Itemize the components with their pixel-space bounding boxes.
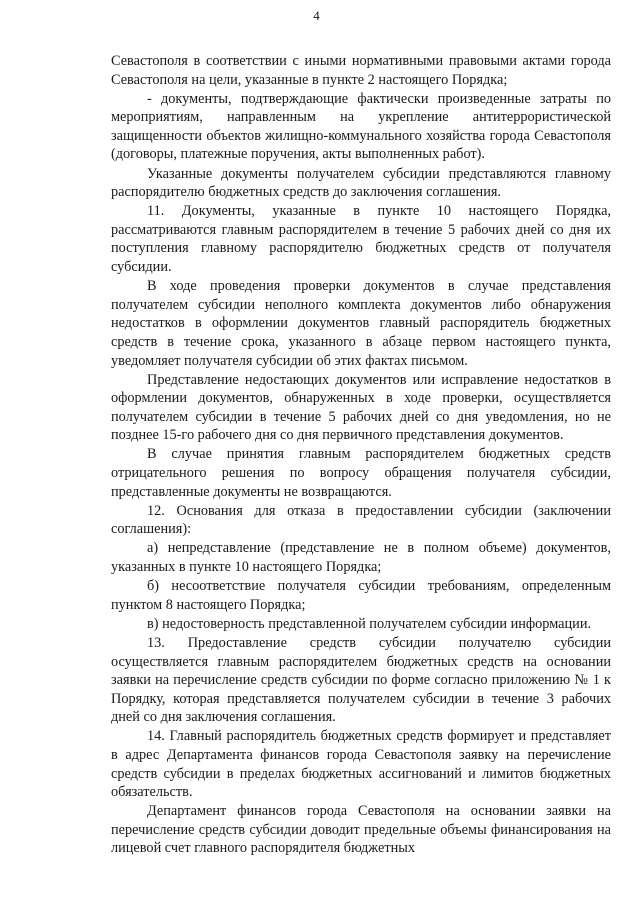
document-body (111, 52, 611, 859)
paragraph-review-check: В ходе проведения проверки документов в случае представления получателем субсидии неполного комплекта документов либо обнаружения недостатков в оформлении документов главный распорядитель бюджетных средств в течение срока, указанного в абзаце первом настоящего пункта, уведомляет получателя субсидии об этих фактах письмом. (111, 278, 611, 369)
paragraph-clause-12-b: б) несоответствие получателя субсидии требованиям, определенным пунктом 8 настоящего Порядка; (111, 578, 611, 613)
page-number: 4 (313, 8, 320, 23)
paragraph-documents-list-item: - документы, подтверждающие фактически произведенные затраты по мероприятиям, направленным на укрепление антитеррористической защищенности объектов жилищно-коммунального хозяйства города Севастополя (договоры, платежные поручения, акты выполненных работ). (111, 90, 611, 163)
paragraph-clause-12-v: в) недостоверность представленной получателем субсидии информации. (147, 615, 592, 632)
paragraph-clause-12-a: а) непредставление (представление не в полном объеме) документов, указанных в пункте 10 настоящего Порядка; (111, 540, 611, 576)
paragraph-clause-13: 13. Предоставление средств субсидии получателю субсидии осуществляется главным распорядителем бюджетных средств на основании заявки на перечисление средств субсидии по форме согласно приложению № 1 к Порядку, которая представляется получателем субсидии в течение 3 рабочих дней со дня заключения соглашения. (111, 634, 611, 726)
paragraph-clause-14: 14. Главный распорядитель бюджетных средств формирует и представляет в адрес Департамента финансов города Севастополя заявку на перечисление средств субсидии в пределах бюджетных ассигнований и лимитов бюджетных обязательств. (111, 728, 611, 801)
paragraph-missing-documents: Представление недостающих документов или исправление недостатков в оформлении документов, обнаруженных в ходе проверки, осуществляется получателем субсидии в течение 5 рабочих дней со дня уведомления, но не позднее 15-го рабочего дня со дня первичного представления документов. (111, 371, 611, 444)
paragraph-continuation: Севастополя в соответствии с иными нормативными правовыми актами города Севастополя на цели, указанные в пункте 2 настоящего Порядка; (111, 53, 611, 88)
paragraph-finance-department: Департамент финансов города Севастополя на основании заявки на перечисление средств субсидии доводит предельные объемы финансирования на лицевой счет главного распорядителя бюджетных (111, 803, 611, 857)
paragraph-negative-decision: В случае принятия главным распорядителем бюджетных средств отрицательного решения по вопросу обращения получателя субсидии, представленные документы не возвращаются. (111, 446, 611, 500)
paragraph-clause-12: 12. Основания для отказа в предоставлении субсидии (заключении соглашения): (111, 502, 611, 538)
paragraph-documents-submission: Указанные документы получателем субсидии представляются главному распорядителю бюджетных средств до заключения соглашения. (111, 165, 611, 201)
paragraph-clause-11: 11. Документы, указанные в пункте 10 настоящего Порядка, рассматриваются главным распорядителем в течение 5 рабочих дней со дня их поступления главному распорядителю бюджетных средств от получателя субсидии. (111, 203, 611, 276)
